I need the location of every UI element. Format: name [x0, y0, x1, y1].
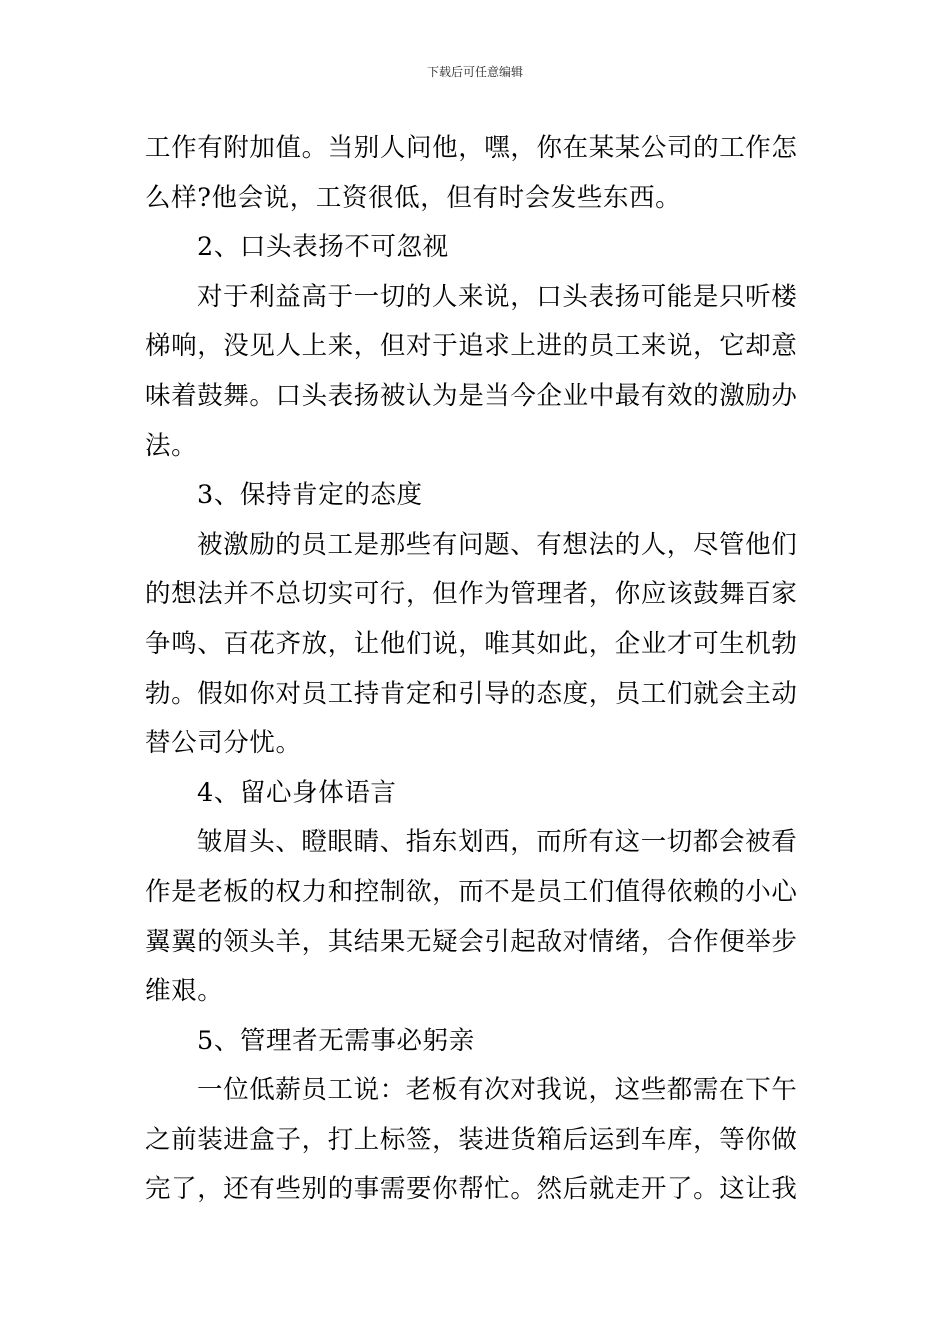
section-heading-3: 3、保持肯定的态度 [197, 480, 423, 511]
paragraph-delegation: 一位低薪员工说：老板有次对我说，这些都需在下午之前装进盒子，打上标签，装进货箱后运到车库，等你做完了，还有些别的事需要你帮忙。然后就走开了。这让我 [145, 1075, 798, 1205]
paragraph-positive-attitude: 被激励的员工是那些有问题、有想法的人，尽管他们的想法并不总切实可行，但作为管理者，你应该鼓舞百家争鸣、百花齐放，让他们说，唯其如此，企业才可生机勃勃。假如你对员工持肯定和引导的态度，员工们就会主动替公司分忧。 [145, 529, 798, 759]
paragraph-continuation: 工作有附加值。当别人问他，嘿，你在某某公司的工作怎么样?他会说，工资很低，但有时会发些东西。 [145, 133, 798, 213]
paragraph-verbal-praise: 对于利益高于一切的人来说，口头表扬可能是只听楼梯响，没见人上来，但对于追求上进的员工来说，它却意味着鼓舞。口头表扬被认为是当今企业中最有效的激励办法。 [145, 281, 798, 461]
section-heading-2: 2、口头表扬不可忽视 [197, 232, 449, 263]
section-heading-5: 5、管理者无需事必躬亲 [197, 1025, 475, 1056]
page-header: 下载后可任意编辑 [426, 65, 523, 79]
section-heading-4: 4、留心身体语言 [197, 777, 397, 808]
paragraph-body-language: 皱眉头、瞪眼睛、指东划西，而所有这一切都会被看作是老板的权力和控制欲，而不是员工们值得依赖的小心翼翼的领头羊，其结果无疑会引起敌对情绪，合作便举步维艰。 [145, 827, 798, 1007]
document-body [145, 124, 807, 1215]
